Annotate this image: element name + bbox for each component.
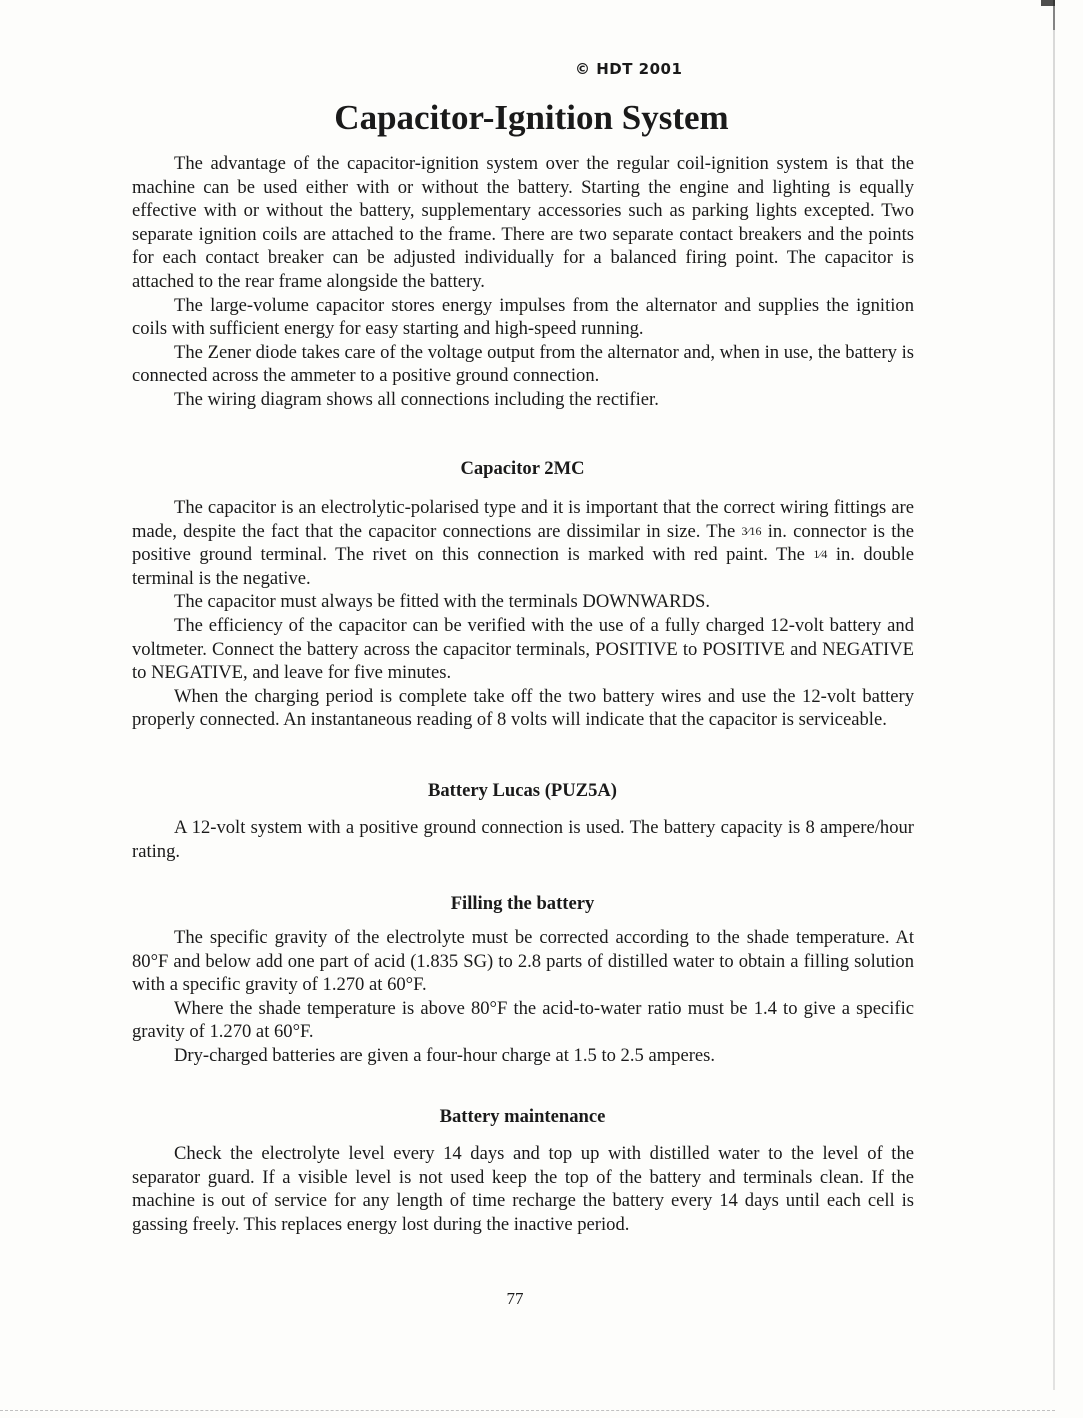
capacitor-paragraph-2: The capacitor must always be fitted with the terminals DOWNWARDS. — [174, 591, 710, 613]
filling-paragraph-1: The specific gravity of the electrolyte must be corrected according to the shade temperature. At 80°F and below add one part of acid (1.835 SG) to 2.8 parts of distilled water to obtain a filling solution with a specific gravity of 1.270 at 60°F. — [132, 927, 914, 996]
scan-edge-bottom — [0, 1410, 1055, 1412]
filling-heading: Filling the battery — [450, 893, 595, 914]
battery-heading: Battery Lucas (PUZ5A) — [427, 780, 617, 801]
capacitor-p1-middle: in. connector is the positive ground terminal. The rivet on this connection is marked with red paint. The — [132, 520, 914, 566]
intro-paragraph-4: The wiring diagram shows all connections including the rectifier. — [174, 388, 659, 410]
capacitor-p1-before: The capacitor is an electrolytic-polarised type and it is important that the correct wiring fittings are made, despite the fact that the capacitor connections are dissimilar in size. The — [132, 497, 914, 542]
capacitor-p1-after: in. double terminal is the negative. — [132, 544, 915, 589]
capacitor-paragraph-1 — [132, 496, 914, 590]
page-number: 77 — [506, 1289, 524, 1308]
filling-paragraph-3: Dry-charged batteries are given a four-hour charge at 1.5 to 2.5 amperes. — [174, 1044, 716, 1066]
scan-edge-corner — [1041, 0, 1055, 6]
battery-paragraph-1: A 12-volt system with a positive ground connection is used. The battery capacity is 8 ampere/hour rating. — [132, 817, 914, 862]
intro-paragraph-3: The Zener diode takes care of the voltage output from the alternator and, when in use, the battery is connected across the ammeter to a positive ground connection. — [132, 341, 914, 387]
maintenance-paragraph-1: Check the electrolyte level every 14 days and top up with distilled water to the level of the separator guard. If a visible level is not used keep the top of the battery and terminals clean. If the machine is out of service for any length of time recharge the battery every 14 days until each cell is gassing freely. This replaces energy lost during the inactive period. — [132, 1143, 914, 1235]
maintenance-section — [132, 1142, 914, 1236]
intro-paragraph-1: The advantage of the capacitor-ignition system over the regular coil-ignition system is that the machine can be used either with or without the battery. Starting the engine and lighting is equally effective with or without the battery, supplementary accessories such as parking lights excepted. Two separate ignition coils are attached to the frame. There are two separate contact breakers and the points for each contact breaker can be adjusted individually for a balanced firing point. The capacitor is attached to the rear frame alongside the battery. — [132, 153, 914, 292]
page-title: Capacitor-Ignition System — [334, 98, 729, 137]
battery-section — [132, 816, 914, 863]
maintenance-heading: Battery maintenance — [439, 1106, 606, 1127]
intro-paragraph-2: The large-volume capacitor stores energy impulses from the alternator and supplies the ignition coils with sufficient energy for easy starting and high-speed running. — [132, 294, 914, 340]
copyright-notice: © HDT 2001 — [575, 60, 683, 78]
intro-section — [132, 152, 914, 412]
scan-edge-right — [1053, 0, 1055, 1390]
filling-paragraph-2: Where the shade temperature is above 80°F the acid-to-water ratio must be 1.4 to give a specific gravity of 1.270 at 60°F. — [132, 997, 914, 1043]
fraction-one-quarter: 1⁄4 — [813, 547, 828, 562]
capacitor-section — [132, 496, 914, 732]
fraction-three-sixteenths: 3⁄16 — [741, 523, 762, 538]
filling-section — [132, 926, 914, 1068]
capacitor-heading: Capacitor 2MC — [460, 458, 585, 479]
capacitor-paragraph-4: When the charging period is complete take off the two battery wires and use the 12-volt battery properly connected. An instantaneous reading of 8 volts will indicate that the capacitor is serviceable. — [132, 685, 914, 731]
capacitor-paragraph-3: The efficiency of the capacitor can be verified with the use of a fully charged 12-volt battery and voltmeter. Connect the battery across the capacitor terminals, POSITIVE to POSITIVE and NEGATIVE to NEGATIVE, and leave for five minutes. — [132, 614, 914, 684]
